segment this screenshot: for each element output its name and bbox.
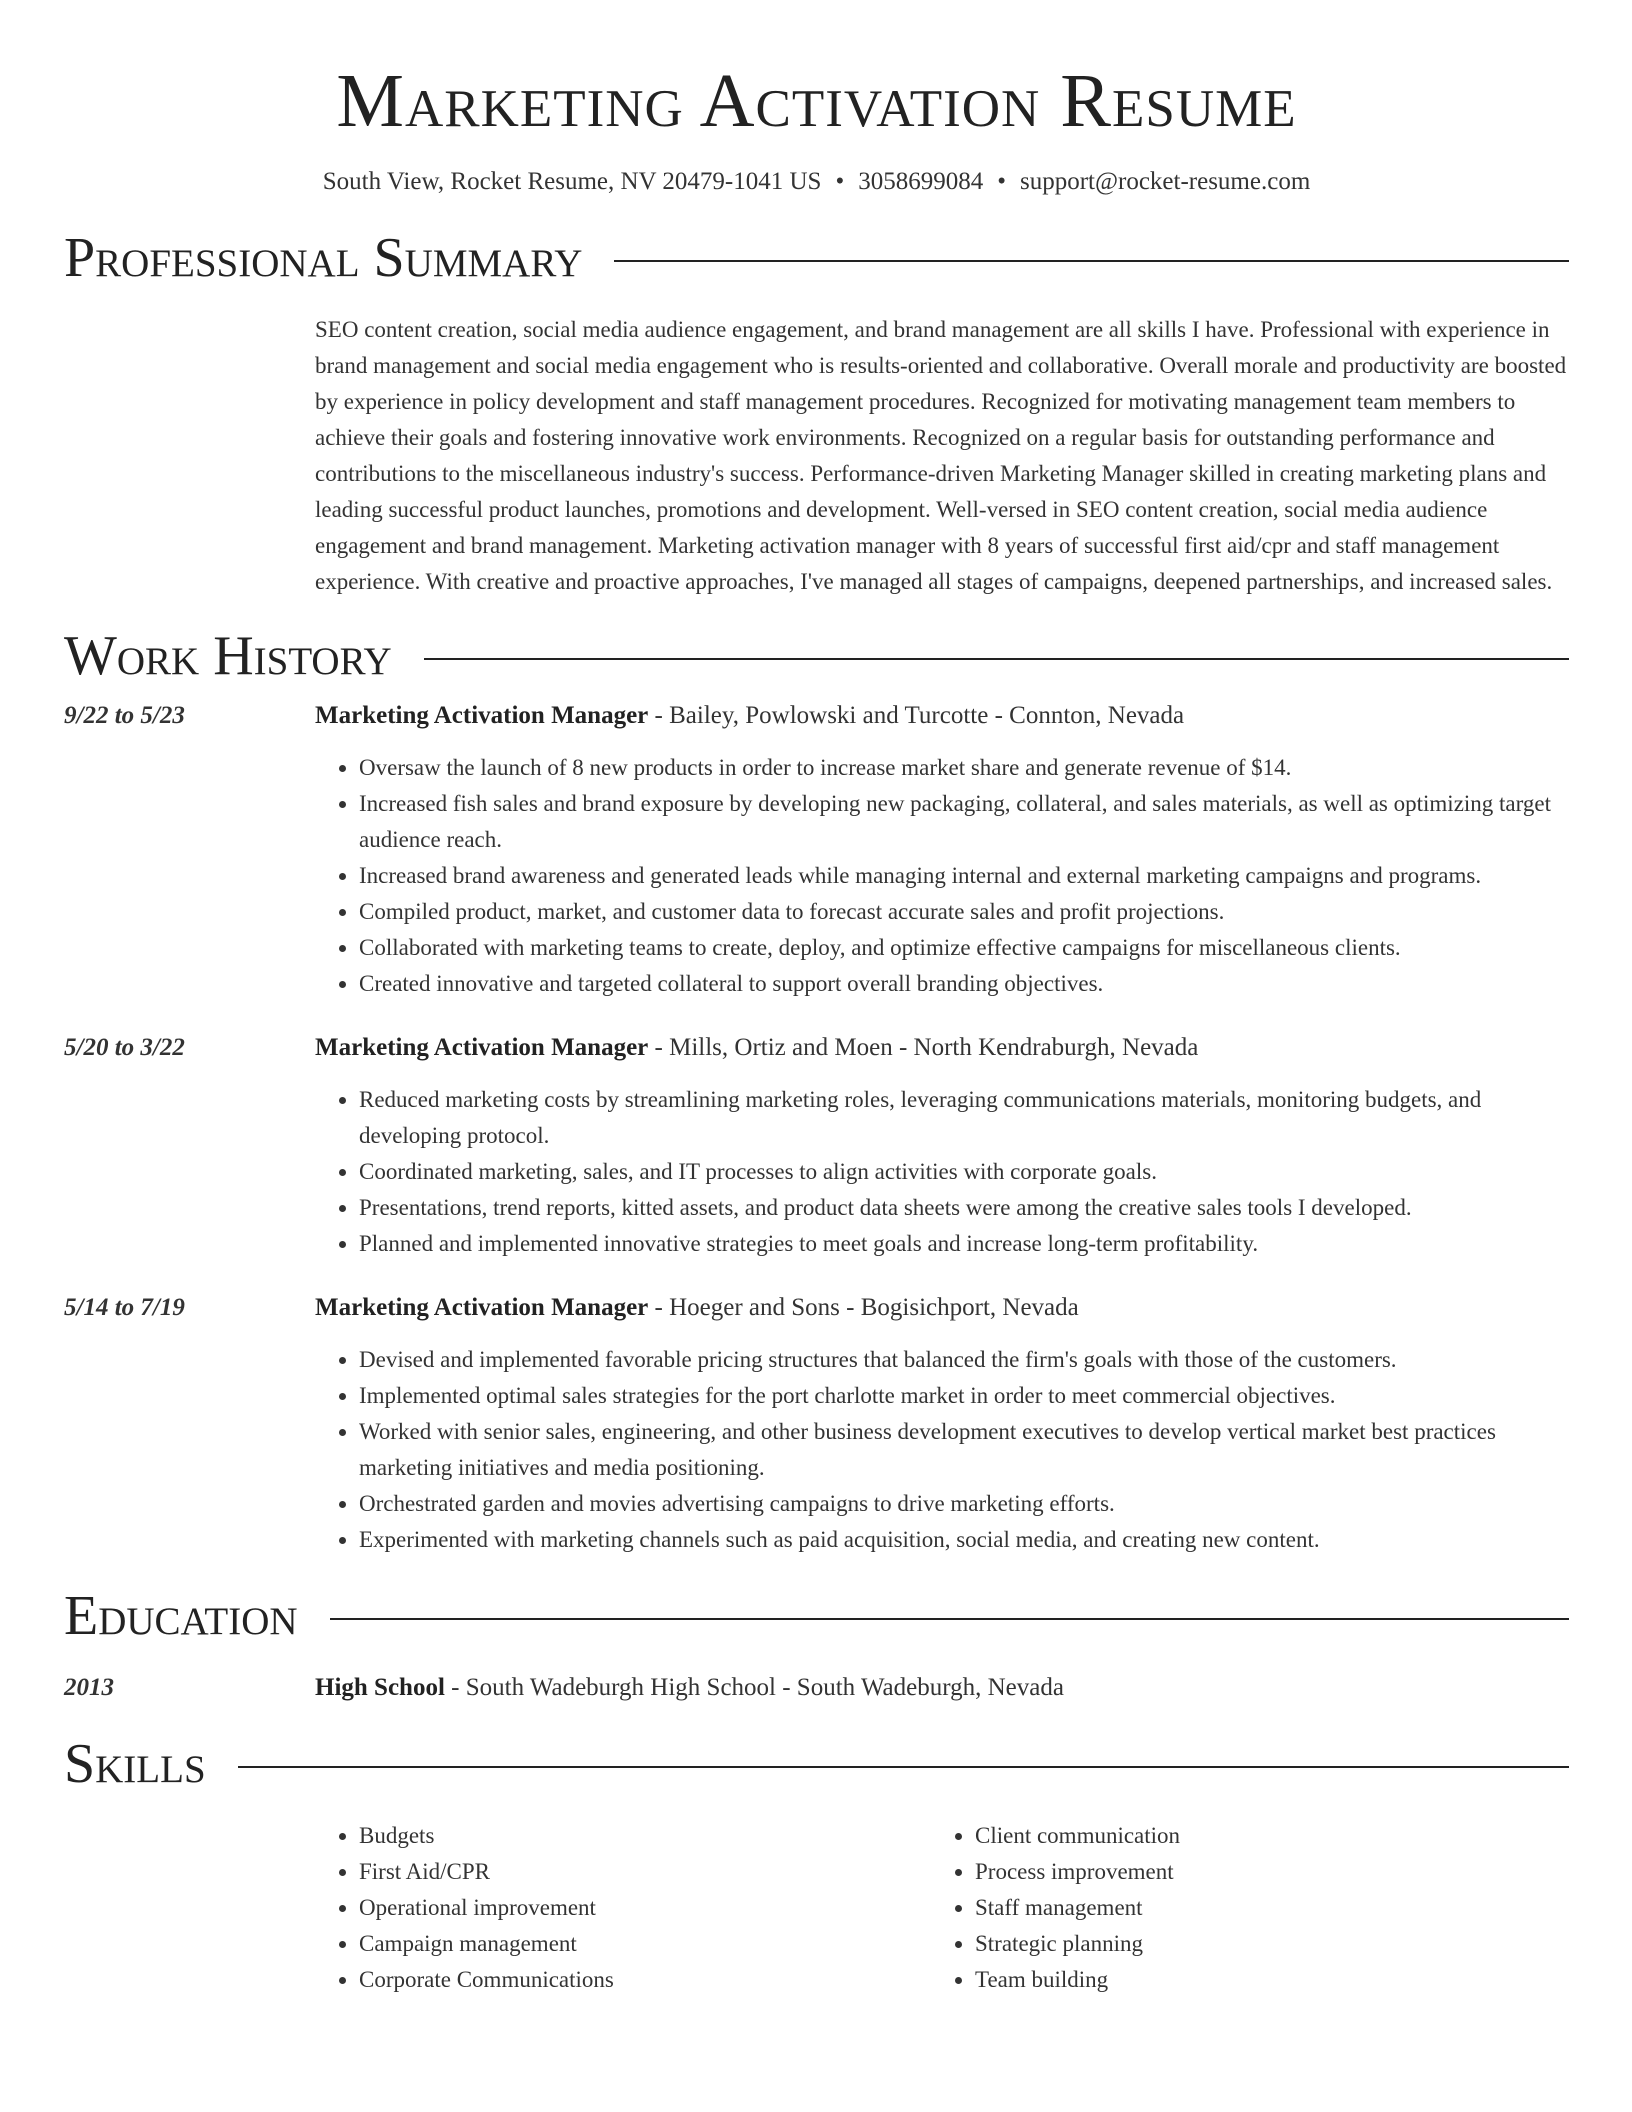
list-item: • Worked with senior sales, engineering, and other business development executives to develop vertical market best practices marketing initiatives and media positioning. [359,1414,1569,1486]
job-title: Marketing Activation Manager [315,1034,649,1061]
list-item: • Planned and implemented innovative strategies to meet goals and increase long-term profitability. [359,1226,1569,1262]
list-item: • Increased brand awareness and generated leads while managing internal and external marketing campaigns and programs. [359,858,1569,894]
skill-item: • Process improvement [975,1854,1547,1890]
job-title-line [315,698,1184,734]
list-item: • Experimented with marketing channels such as paid acquisition, social media, and creating new content. [359,1522,1569,1558]
contact-email: support@rocket-resume.com [1019,168,1311,195]
job-bullets [315,750,1569,1002]
job-dates: 5/14 to 7/19 [64,1294,185,1321]
skill-item: • Campaign management [359,1926,931,1962]
education-year: 2013 [64,1674,114,1701]
skill-item: • Client communication [975,1818,1547,1854]
job-entry [64,1290,1569,1558]
list-item: • Compiled product, market, and customer data to forecast accurate sales and profit projections. [359,894,1569,930]
contact-separator: • [835,168,845,195]
job-title-line [315,1030,1198,1066]
skill-item: • First Aid/CPR [359,1854,931,1890]
contact-line [64,166,1569,198]
section-header-education [64,1586,1569,1646]
skill-item: • Operational improvement [359,1890,931,1926]
job-details: - Hoeger and Sons - Bogisichport, Nevada [648,1294,1079,1321]
section-title-summary: Professional Summary [64,227,583,289]
contact-separator: • [997,168,1006,195]
job-header [64,698,1569,734]
job-title-line [315,1290,1079,1326]
list-item: • Implemented optimal sales strategies for the port charlotte market in order to meet commercial objectives. [359,1378,1569,1414]
section-title-education: Education [64,1585,298,1647]
contact-phone: 3058699084 [858,168,984,195]
job-details: - Bailey, Powlowski and Turcotte - Connton, Nevada [648,702,1185,729]
skill-item: • Corporate Communications [359,1962,931,1998]
job-dates: 5/20 to 3/22 [64,1034,185,1061]
job-entry [64,1030,1569,1262]
skills-column-left [315,1818,931,1998]
skills-column-right [931,1818,1547,1998]
job-entry [64,698,1569,1002]
section-header-work-history [64,626,1569,686]
contact-address: South View, Rocket Resume, NV 20479-1041 US [322,168,822,195]
job-bullets [315,1082,1569,1262]
summary-text: SEO content creation, social media audience engagement, and brand management are all skills I have. Professional with experience in brand management and social media engagement who is results-oriented and collaborative. Overall morale and productivity are boosted by experience in policy development and staff management procedures. Recognized for motivating management team members to achieve their goals and fostering innovative work environments. Recognized on a regular basis for outstanding performance and contributions to the miscellaneous industry's success. Performance-driven Marketing Manager skilled in creating marketing plans and leading successful product launches, promotions and development. Well-versed in SEO content creation, social media audience engagement and brand management. Marketing activation manager with 8 years of successful first aid/cpr and staff management experience. With creative and proactive approaches, I've managed all stages of campaigns, deepened partnerships, and increased sales. [315,317,1567,594]
list-item: • Orchestrated garden and movies advertising campaigns to drive marketing efforts. [359,1486,1569,1522]
education-entry [64,1670,1569,1706]
education-details: - South Wadeburgh High School - South Wadeburgh, Nevada [444,1674,1064,1701]
skill-item: • Team building [975,1962,1547,1998]
job-title: Marketing Activation Manager [315,702,649,729]
job-dates: 9/22 to 5/23 [64,702,185,729]
section-rule [330,1618,1569,1620]
resume-page [64,0,1569,1998]
resume-name: Marketing Activation Resume [336,59,1297,143]
list-item: • Collaborated with marketing teams to create, deploy, and optimize effective campaigns for miscellaneous clients. [359,930,1569,966]
section-header-skills [64,1734,1569,1794]
list-item: • Reduced marketing costs by streamlining marketing roles, leveraging communications materials, monitoring budgets, and developing protocol. [359,1082,1569,1154]
skills-list [315,1818,1569,1998]
job-header [64,1030,1569,1066]
section-rule [614,260,1569,262]
list-item: • Increased fish sales and brand exposure by developing new packaging, collateral, and sales materials, as well as optimizing target audience reach. [359,786,1569,858]
job-bullets [315,1342,1569,1558]
list-item: • Presentations, trend reports, kitted assets, and product data sheets were among the creative sales tools I developed. [359,1190,1569,1226]
job-title: Marketing Activation Manager [315,1294,649,1321]
job-details: - Mills, Ortiz and Moen - North Kendraburgh, Nevada [648,1034,1199,1061]
skill-item: • Strategic planning [975,1926,1547,1962]
education-degree: High School [315,1674,445,1701]
section-title-work-history: Work History [64,625,392,687]
list-item: • Coordinated marketing, sales, and IT processes to align activities with corporate goals. [359,1154,1569,1190]
list-item: • Oversaw the launch of 8 new products in order to increase market share and generate revenue of $14. [359,750,1569,786]
skill-item: • Staff management [975,1890,1547,1926]
section-rule [238,1766,1569,1768]
skill-item: • Budgets [359,1818,931,1854]
section-rule [424,658,1569,660]
list-item: • Created innovative and targeted collateral to support overall branding objectives. [359,966,1569,1002]
job-header [64,1290,1569,1326]
section-title-skills: Skills [64,1733,206,1795]
list-item: • Devised and implemented favorable pricing structures that balanced the firm's goals with those of the customers. [359,1342,1569,1378]
education-line [315,1670,1064,1706]
section-header-summary [64,228,1569,288]
